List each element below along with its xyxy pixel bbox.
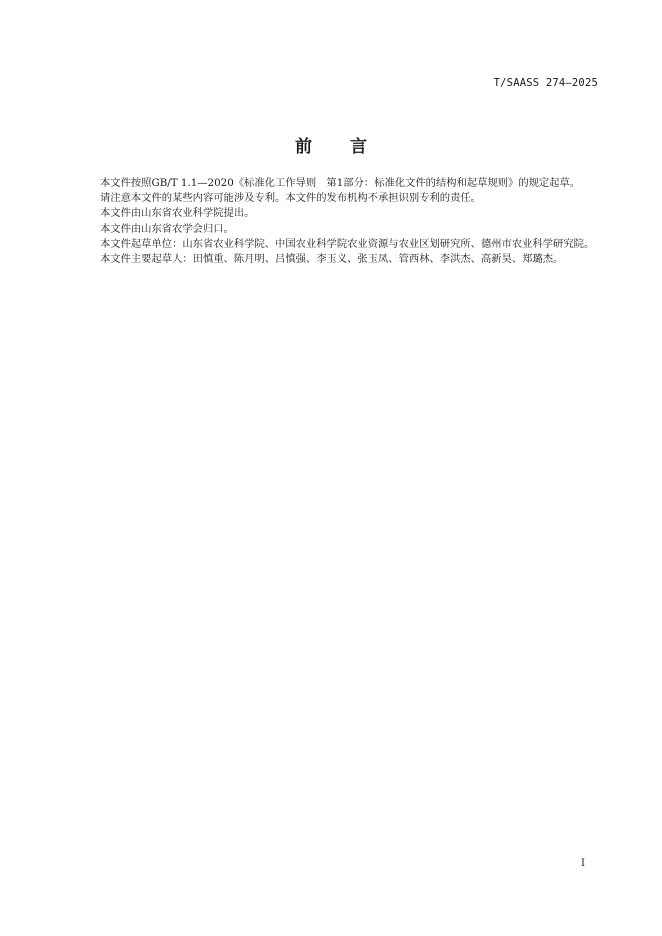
foreword-body [79, 176, 599, 267]
paragraph-drafting-rules: 本文件按照GB/T 1.1—2020《标准化工作导则 第1部分：标准化文件的结构和起草规则》的规定起草。 [100, 177, 581, 189]
paragraph-drafting-units: 本文件起草单位：山东省农业科学院、中国农业科学院农业资源与农业区划研究所、德州市农业科学研究院。 [100, 237, 595, 250]
page-title [0, 132, 662, 157]
title-char-2: 言 [350, 137, 367, 157]
document-id: T/SAASS 274—2025 [493, 77, 598, 89]
paragraph-patent-notice: 请注意本文件的某些内容可能涉及专利。本文件的发布机构不承担识别专利的责任。 [100, 192, 481, 205]
paragraph-proposed-by: 本文件由山东省农业科学院提出。 [100, 207, 255, 220]
paragraph-main-drafters: 本文件主要起草人：田慎重、陈月明、吕慎强、李玉义、张玉凤、管西林、李洪杰、高新昊、郑璐杰。 [100, 253, 564, 266]
page-number: I [581, 858, 585, 869]
title-char-1: 前 [295, 137, 312, 157]
paragraph-administered-by: 本文件由山东省农学会归口。 [100, 222, 234, 235]
